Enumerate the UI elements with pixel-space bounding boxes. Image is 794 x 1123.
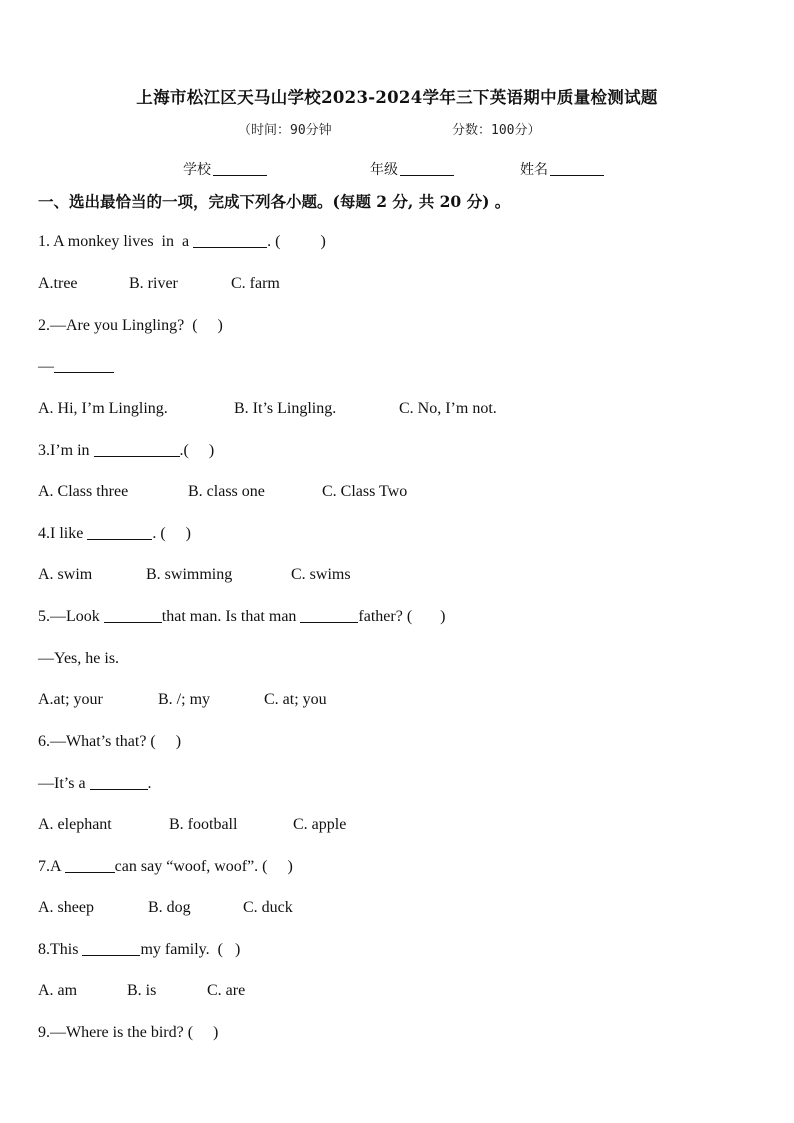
- question-8: [38, 941, 240, 959]
- q6-blank[interactable]: [90, 775, 148, 790]
- q4-option-b[interactable]: B. swimming: [146, 566, 233, 583]
- school-field: [183, 159, 267, 179]
- q7-text-b: can say “woof, woof”. ( ): [114, 858, 293, 875]
- q4-text-a: 4.I like: [38, 525, 88, 542]
- grade-label: 年级: [370, 162, 398, 178]
- grade-field: [370, 159, 454, 179]
- q8-option-a[interactable]: A. am: [38, 982, 78, 999]
- question-6: 6.—What’s that? ( ): [38, 733, 182, 750]
- name-field: [520, 159, 604, 179]
- q7-option-b[interactable]: B. dog: [148, 899, 191, 916]
- q8-blank[interactable]: [82, 941, 140, 956]
- q2-dash: —: [38, 358, 54, 375]
- q4-option-a[interactable]: A. swim: [38, 566, 93, 583]
- q7-option-a[interactable]: A. sheep: [38, 899, 94, 916]
- q3-text-b: .( ): [179, 442, 215, 459]
- q2-option-b[interactable]: B. It’s Lingling.: [234, 400, 337, 417]
- section-heading: 一、选出最恰当的一项，完成下列各小题。(每题 2 分, 共 20 分) 。: [38, 192, 511, 211]
- grade-blank[interactable]: [400, 161, 454, 176]
- q6-option-a[interactable]: A. elephant: [38, 816, 112, 833]
- q6-option-b[interactable]: B. football: [169, 816, 238, 833]
- q2-blank[interactable]: [54, 358, 114, 373]
- q5-blank-1[interactable]: [104, 608, 162, 623]
- q5-option-b[interactable]: B. /; my: [158, 691, 211, 708]
- question-1: [38, 233, 326, 251]
- q1-text-b: . ( ): [267, 233, 326, 250]
- q4-option-c[interactable]: C. swims: [291, 566, 351, 583]
- q6-option-c[interactable]: C. apple: [293, 816, 347, 833]
- exam-time: （时间：90分钟: [238, 123, 332, 138]
- q5-text-c: father? ( ): [358, 608, 446, 625]
- q5-blank-2[interactable]: [300, 608, 358, 623]
- q5-text-a: 5.—Look: [38, 608, 104, 625]
- q8-text-a: 8.This: [38, 941, 83, 958]
- q8-option-c[interactable]: C. are: [207, 982, 246, 999]
- q8-option-b[interactable]: B. is: [127, 982, 157, 999]
- q1-option-b[interactable]: B. river: [129, 275, 178, 292]
- question-3: [38, 442, 214, 460]
- q7-text-a: 7.A: [38, 858, 65, 875]
- page-title: 上海市松江区天马山学校2023-2024学年三下英语期中质量检测试题: [136, 88, 658, 107]
- q3-option-c[interactable]: C. Class Two: [322, 483, 408, 500]
- q5-reply: —Yes, he is.: [38, 650, 120, 667]
- q6-reply-text-b: .: [147, 775, 152, 792]
- question-7: [38, 858, 293, 876]
- q6-reply: [38, 775, 152, 793]
- exam-score: 分数：100分）: [452, 123, 541, 138]
- school-blank[interactable]: [213, 161, 267, 176]
- q6-reply-text-a: —It’s a: [38, 775, 90, 792]
- q2-answer-line: [38, 358, 114, 376]
- q1-option-c[interactable]: C. farm: [231, 275, 280, 292]
- q7-option-c[interactable]: C. duck: [243, 899, 293, 916]
- q8-text-b: my family. ( ): [140, 941, 241, 958]
- question-2: 2.—Are you Lingling? ( ): [38, 317, 223, 334]
- q3-option-a[interactable]: A. Class three: [38, 483, 129, 500]
- q1-blank[interactable]: [193, 233, 267, 248]
- name-label: 姓名: [520, 162, 548, 178]
- school-label: 学校: [183, 162, 211, 178]
- q2-option-a[interactable]: A. Hi, I’m Lingling.: [38, 400, 168, 417]
- q3-blank[interactable]: [94, 442, 180, 457]
- q5-option-c[interactable]: C. at; you: [264, 691, 327, 708]
- q3-text-a: 3.I’m in: [38, 442, 94, 459]
- q5-text-b: that man. Is that man: [161, 608, 301, 625]
- q3-option-b[interactable]: B. class one: [188, 483, 265, 500]
- q4-blank[interactable]: [87, 525, 152, 540]
- q1-text-a: 1. A monkey lives in a: [38, 233, 194, 250]
- q1-option-a[interactable]: A.tree: [38, 275, 78, 292]
- q7-blank[interactable]: [65, 858, 115, 873]
- q5-option-a[interactable]: A.at; your: [38, 691, 103, 708]
- q4-text-b: . ( ): [152, 525, 191, 542]
- question-9: 9.—Where is the bird? ( ): [38, 1024, 219, 1041]
- name-blank[interactable]: [550, 161, 604, 176]
- question-4: [38, 525, 191, 543]
- question-5: [38, 608, 445, 626]
- q2-option-c[interactable]: C. No, I’m not.: [399, 400, 497, 417]
